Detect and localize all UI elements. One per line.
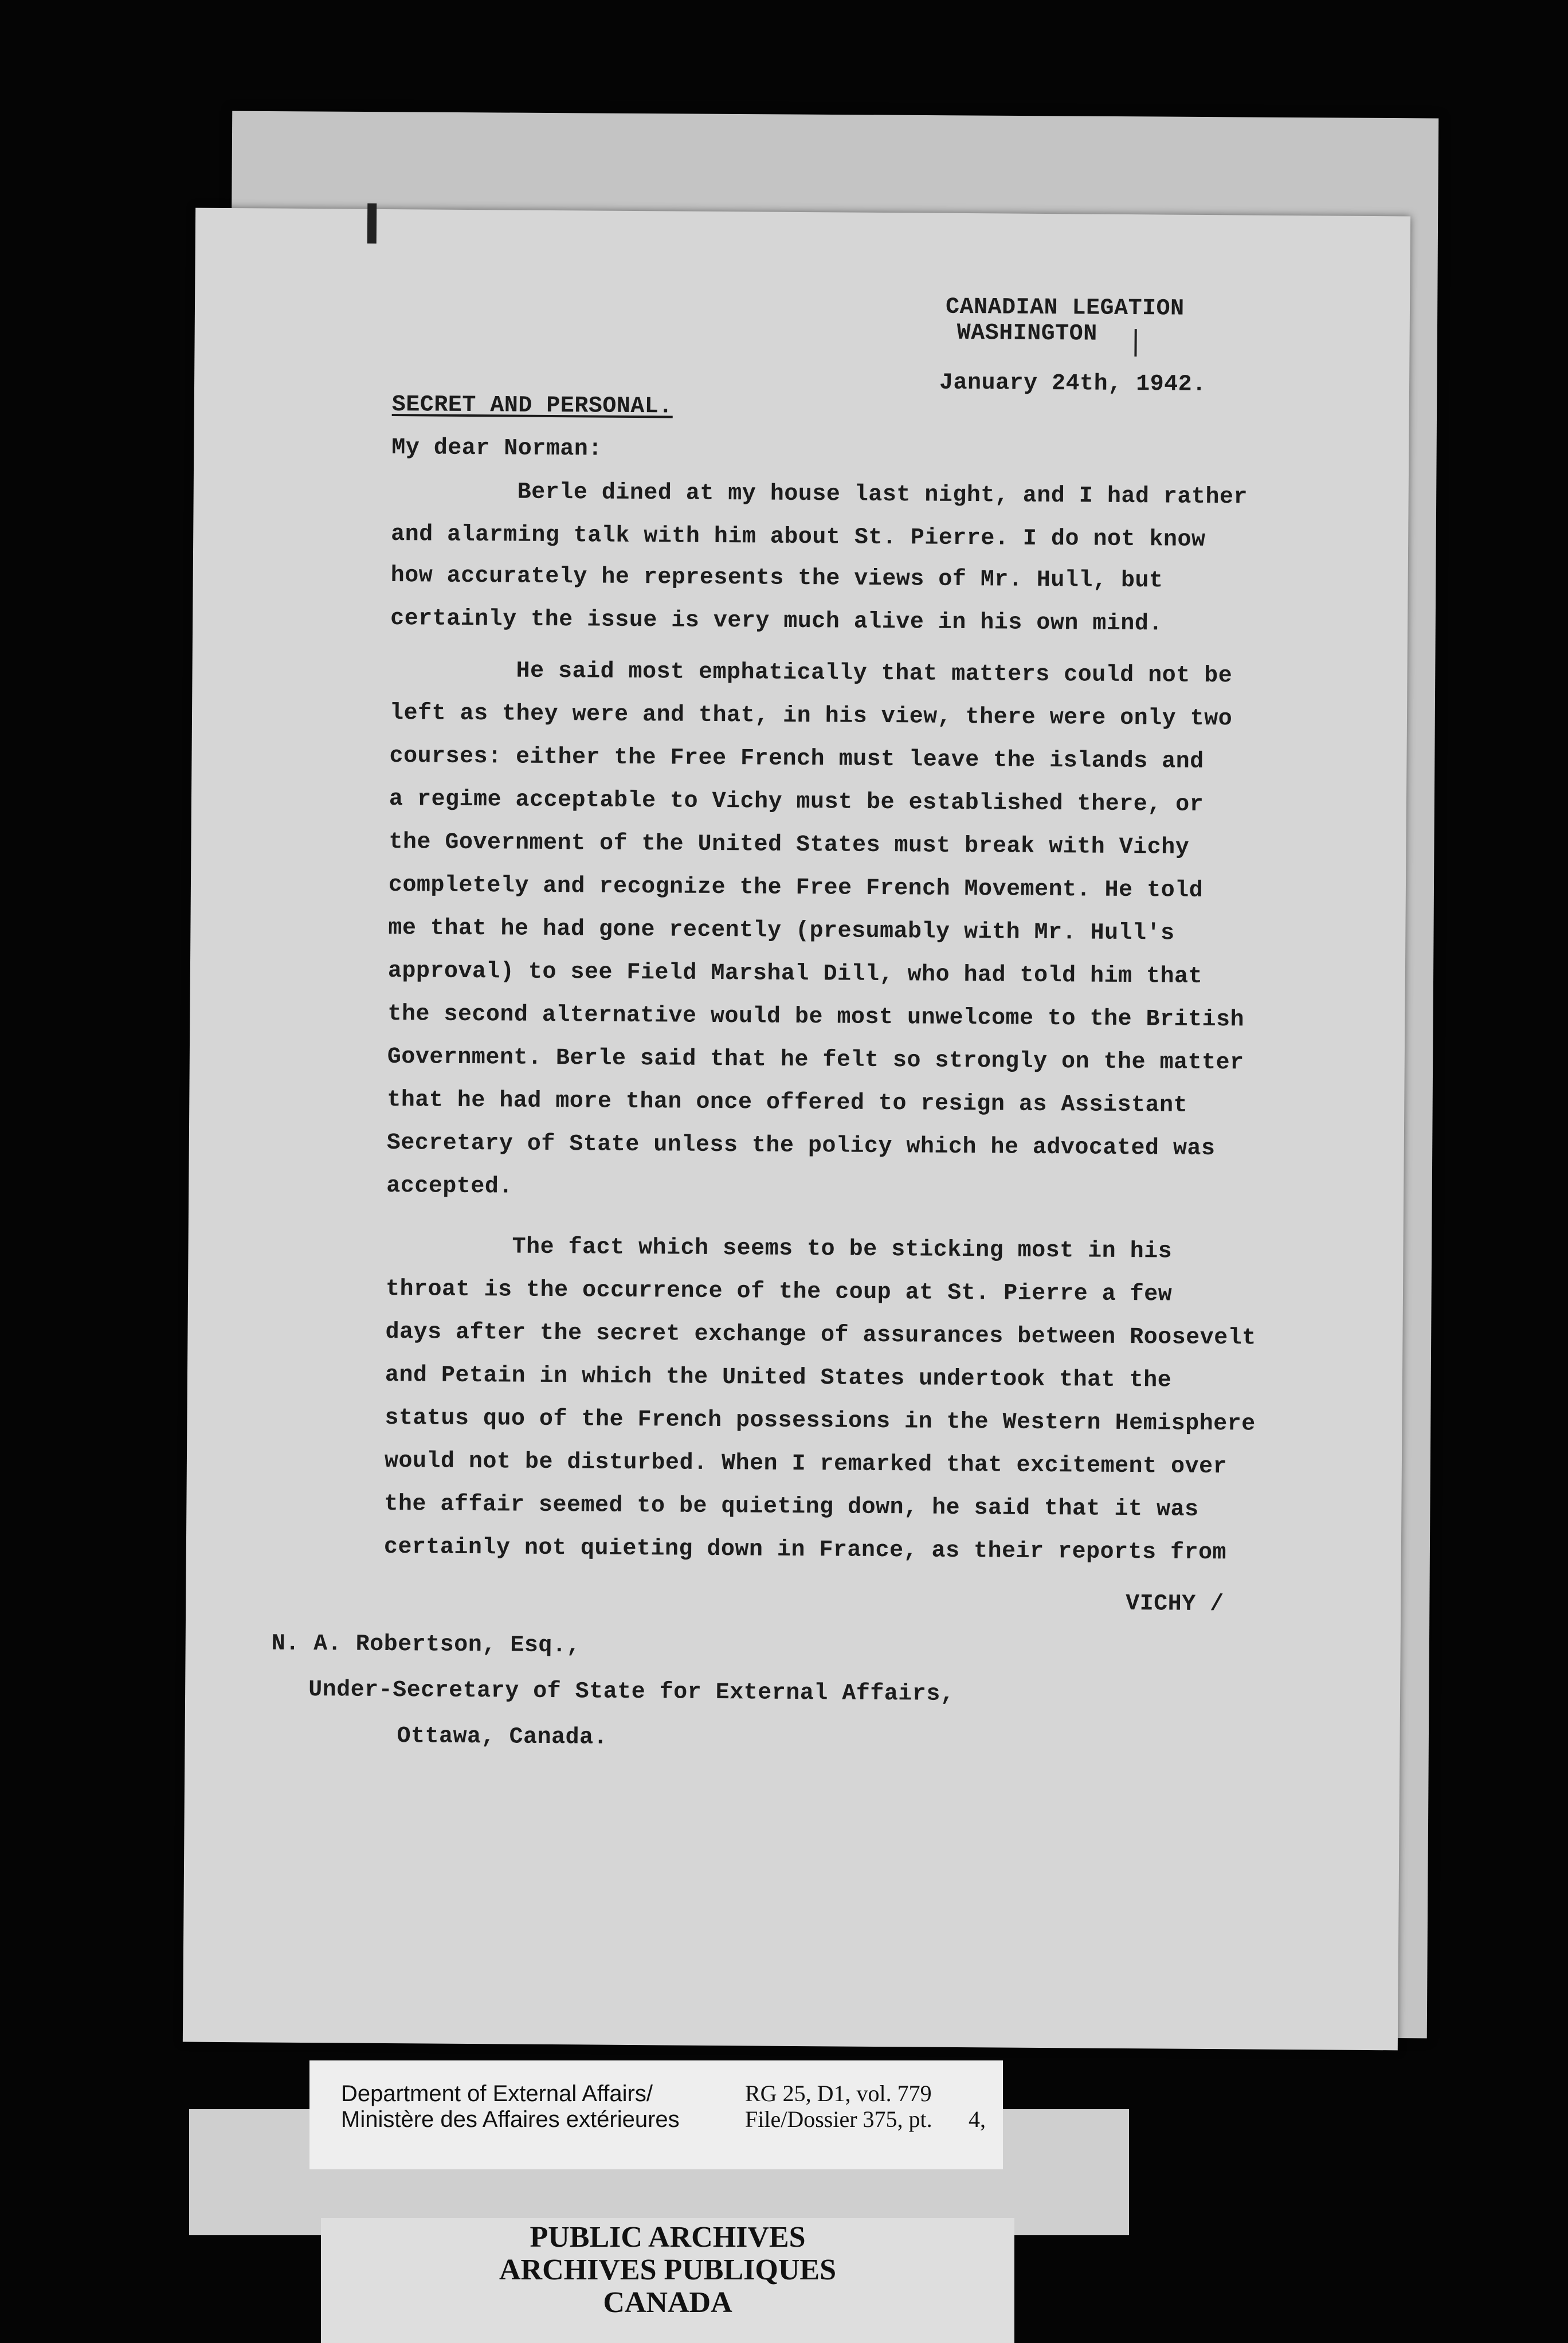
stamp-line-1: PUBLIC ARCHIVES (530, 2221, 806, 2254)
stamp-line-2: ARCHIVES PUBLIQUES (499, 2254, 837, 2286)
body-line: and Petain in which the United States undertook that the (385, 1362, 1172, 1394)
body-line: throat is the occurrence of the coup at St. Pierre a few (385, 1276, 1173, 1308)
body-line: completely and recognize the Free French Movement. He told (388, 872, 1204, 904)
catchword: VICHY / (1126, 1591, 1224, 1618)
body-line: left as they were and that, in his view, there were only two (389, 700, 1233, 732)
letterhead-org: CANADIAN LEGATION (945, 294, 1185, 322)
file-part-number: 4, (969, 2106, 986, 2132)
body-line: approval) to see Field Marshal Dill, who had told him that (387, 958, 1203, 990)
punch-mark (367, 203, 377, 244)
body-line: He said most emphatically that matters could not be (516, 658, 1233, 689)
addressee-place: Ottawa, Canada. (397, 1723, 608, 1751)
body-line: and alarming talk with him about St. Pierre. I do not know (391, 522, 1206, 553)
letter-date: January 24th, 1942. (939, 370, 1206, 398)
body-line: the affair seemed to be quieting down, he said that it was (384, 1491, 1199, 1523)
body-line: how accurately he represents the views of Mr. Hull, but (390, 563, 1163, 594)
file-reference: File/Dossier 375, pt. (745, 2106, 932, 2132)
department-french: Ministère des Affaires extérieures (341, 2107, 680, 2132)
body-line: status quo of the French possessions in the Western Hemisphere (385, 1405, 1256, 1437)
archive-stamp-tab (321, 2218, 1014, 2343)
body-line: would not be disturbed. When I remarked that excitement over (384, 1448, 1228, 1480)
addressee-name: N. A. Robertson, Esq., (271, 1631, 581, 1659)
body-line: that he had more than once offered to resign as Assistant (387, 1087, 1188, 1119)
body-line: Government. Berle said that he felt so strongly on the matter (387, 1044, 1244, 1076)
body-line: accepted. (386, 1173, 513, 1200)
body-line: the second alternative would be most unwelcome to the British (387, 1001, 1245, 1033)
classification-heading: SECRET AND PERSONAL. (391, 392, 673, 420)
body-line: courses: either the Free French must leave the islands and (389, 743, 1204, 775)
body-line: certainly the issue is very much alive in his own mind. (390, 606, 1163, 637)
body-line: The fact which seems to be sticking most in his (512, 1234, 1173, 1265)
archive-reference-label (309, 2060, 1003, 2169)
tick-mark (1134, 329, 1136, 356)
body-line: the Government of the United States must break with Vichy (389, 829, 1190, 861)
letterhead-city: WASHINGTON (957, 320, 1097, 347)
department-english: Department of External Affairs/ (341, 2081, 653, 2106)
letter-page (183, 208, 1410, 2051)
body-line: Berle dined at my house last night, and I had rather (517, 479, 1248, 511)
body-line: days after the secret exchange of assurances between Roosevelt (385, 1319, 1256, 1351)
salutation: My dear Norman: (391, 435, 602, 463)
addressee-title: Under-Secretary of State for External Affairs, (308, 1677, 955, 1707)
body-line: certainly not quieting down in France, as their reports from (383, 1534, 1227, 1566)
record-group-reference: RG 25, D1, vol. 779 (745, 2081, 932, 2106)
body-line: me that he had gone recently (presumably with Mr. Hull's (388, 915, 1175, 947)
stamp-line-3: CANADA (603, 2286, 732, 2319)
body-line: Secretary of State unless the policy which he advocated was (386, 1130, 1216, 1162)
body-line: a regime acceptable to Vichy must be established there, or (389, 786, 1204, 818)
